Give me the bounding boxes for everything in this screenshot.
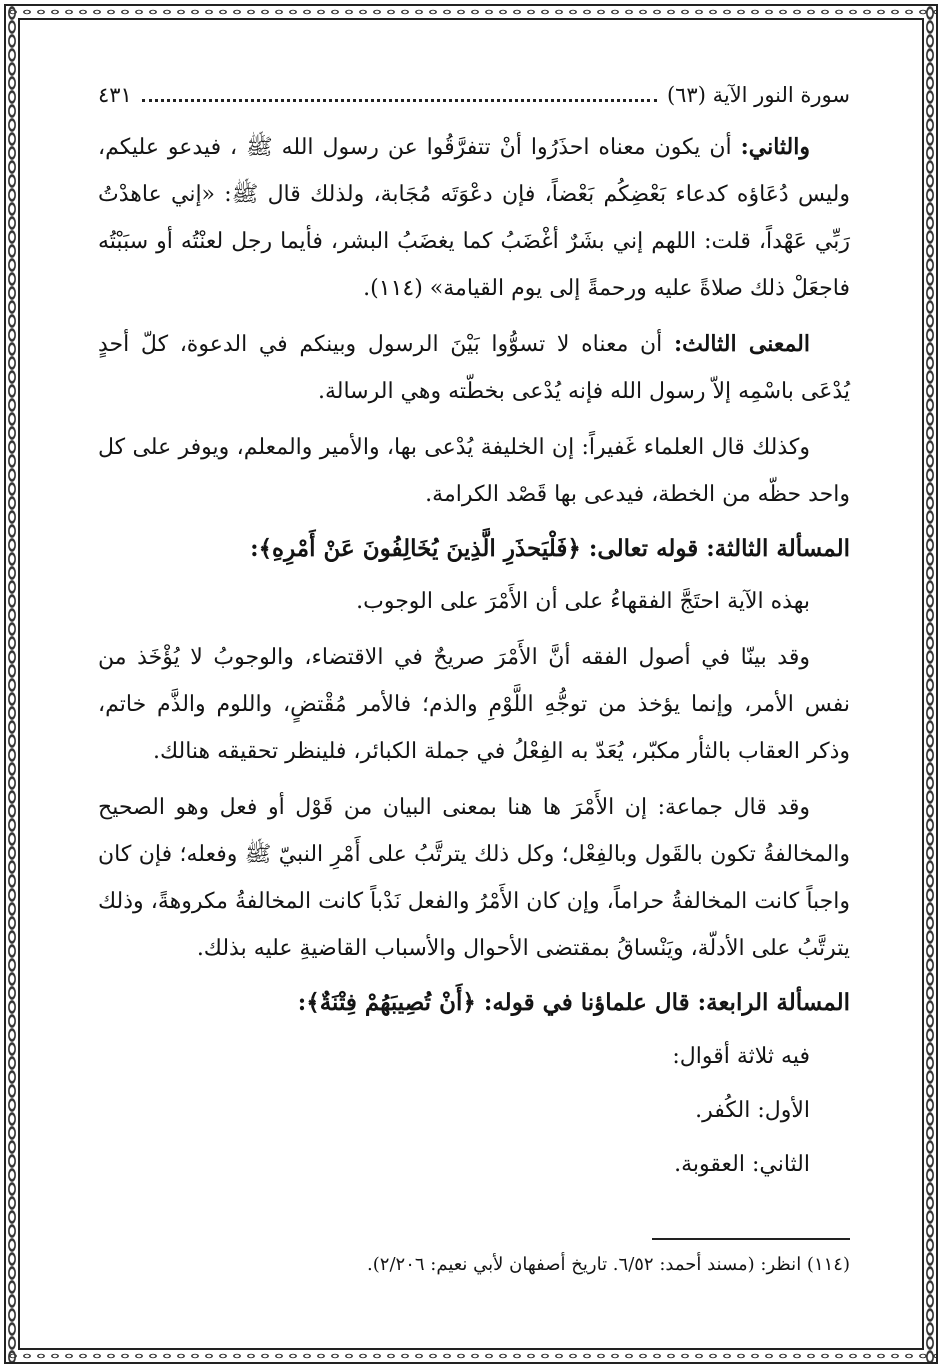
paragraph-lead: المعنى الثالث: <box>673 331 810 357</box>
quran-quote: ﴿فَلْيَحذَرِ الَّذِينَ يُخَالِفُونَ عَنْ أَمْرِهِ﴾: <box>250 535 581 562</box>
leader-dots <box>142 81 657 102</box>
running-header <box>98 78 850 118</box>
quran-quote: ﴿أَنْ تُصِيبَهُمْ فِتْنَةٌ﴾: <box>297 989 476 1016</box>
paragraph-text: بهذه الآية احتَجَّ الفقهاءُ على أن الأَمْرَ على الوجوب. <box>356 589 810 614</box>
paragraph-text: وكذلك قال العلماء غَفيراً: إن الخليفة يُدْعى بها، والأمير والمعلم، ويوفر على كل واحد حظّه من الخطة، فيدعى بها قَصْد الكرامة. <box>98 435 850 507</box>
chain-border-top <box>6 6 936 18</box>
footnote: (١١٤) انظر: (مسند أحمد: ٦/٥٢. تاريخ أصفهان لأبي نعيم: ٢/٢٠٦). <box>367 1254 850 1275</box>
page-content <box>98 78 850 1275</box>
list-item-first: الأول: الكُفر. <box>695 1098 810 1123</box>
chain-border-right <box>924 6 936 1362</box>
section-heading-third-issue <box>98 524 850 574</box>
paragraph-second-meaning <box>98 124 850 312</box>
chain-border-left <box>6 6 18 1362</box>
paragraph-group-opinion <box>98 784 850 972</box>
paragraph-lead: والثاني: <box>740 134 810 160</box>
list-intro: فيه ثلاثة أقوال: <box>672 1044 810 1069</box>
chain-border-bottom <box>6 1350 936 1362</box>
running-header-title: سورة النور الآية (٦٣) <box>666 83 850 107</box>
paragraph-text: أن يكون معناه احذَرُوا أنْ تتفرَّقُوا عن رسول الله ﷺ ، فيدعو عليكم، وليس دُعَاؤه كدعاء بَعْضِكُم بَعْضاً، فإن دعْوَتَه مُجَابة، ولذلك قال ﷺ: «إني عاهدْتُ رَبِّي عَهْداً، قلت: اللهم إني بشَرٌ أغْضَبُ كما يغضَبُ البشر، فأيما رجل لعنْتُه أو سبَبْتُه فاجعَلْ ذلك صلاةً عليه ورحمةً إلى يوم القيامة» (١١٤). <box>98 135 850 301</box>
heading-lead: المسألة الرابعة: قال علماؤنا في قوله: <box>483 989 850 1016</box>
paragraph-scholars <box>98 424 850 518</box>
paragraph-jurists <box>98 578 850 625</box>
heading-lead: المسألة الثالثة: قوله تعالى: <box>588 535 850 562</box>
footnote-separator <box>652 1238 850 1240</box>
list-item-second: الثاني: العقوبة. <box>674 1152 810 1177</box>
paragraph-third-meaning <box>98 321 850 415</box>
paragraph-text: وقد بينّا في أصول الفقه أنَّ الأَمْرَ صريحٌ في الاقتضاء، والوجوبُ لا يُؤْخَذ من نفس الأمر، وإنما يؤخذ من توجُّهِ اللَّوْمِ والذم؛ فالأمر مُقْتضٍ، واللوم والذَّم خاتم، وذكر العقاب بالثأر مكبّر، يُعَدّ به الفِعْلُ في جملة الكبائر، فلينظر تحقيقه هنالك. <box>98 645 850 764</box>
section-heading-fourth-issue <box>98 978 850 1028</box>
paragraph-text: أن معناه لا تسوُّوا بَيْنَ الرسول وبينكم في الدعوة، كلّ أحدٍ يُدْعَى باسْمِه إلاّ رسول الله فإنه يُدْعى بخطّته وهي الرسالة. <box>98 332 850 404</box>
page-number: ٤٣١ <box>98 83 132 107</box>
paragraph-usul <box>98 634 850 775</box>
paragraph-text: وقد قال جماعة: إن الأَمْرَ ها هنا بمعنى البيان من قَوْل أو فعل وهو الصحيح والمخالفةُ تكون بالقَول وبالفِعْل؛ وكل ذلك يترتَّبُ على أَمْرِ النبيّ ﷺ وفعله؛ فإن كان واجباً كانت المخالفةُ حراماً، وإن كان الأَمْرُ والفعل نَدْباً كانت المخالفةُ مكروهةً، وذلك يترتَّبُ على الأدلّة، ويَنْساقُ بمقتضى الأحوال والأسباب القاضيةِ عليه بذلك. <box>98 795 850 961</box>
